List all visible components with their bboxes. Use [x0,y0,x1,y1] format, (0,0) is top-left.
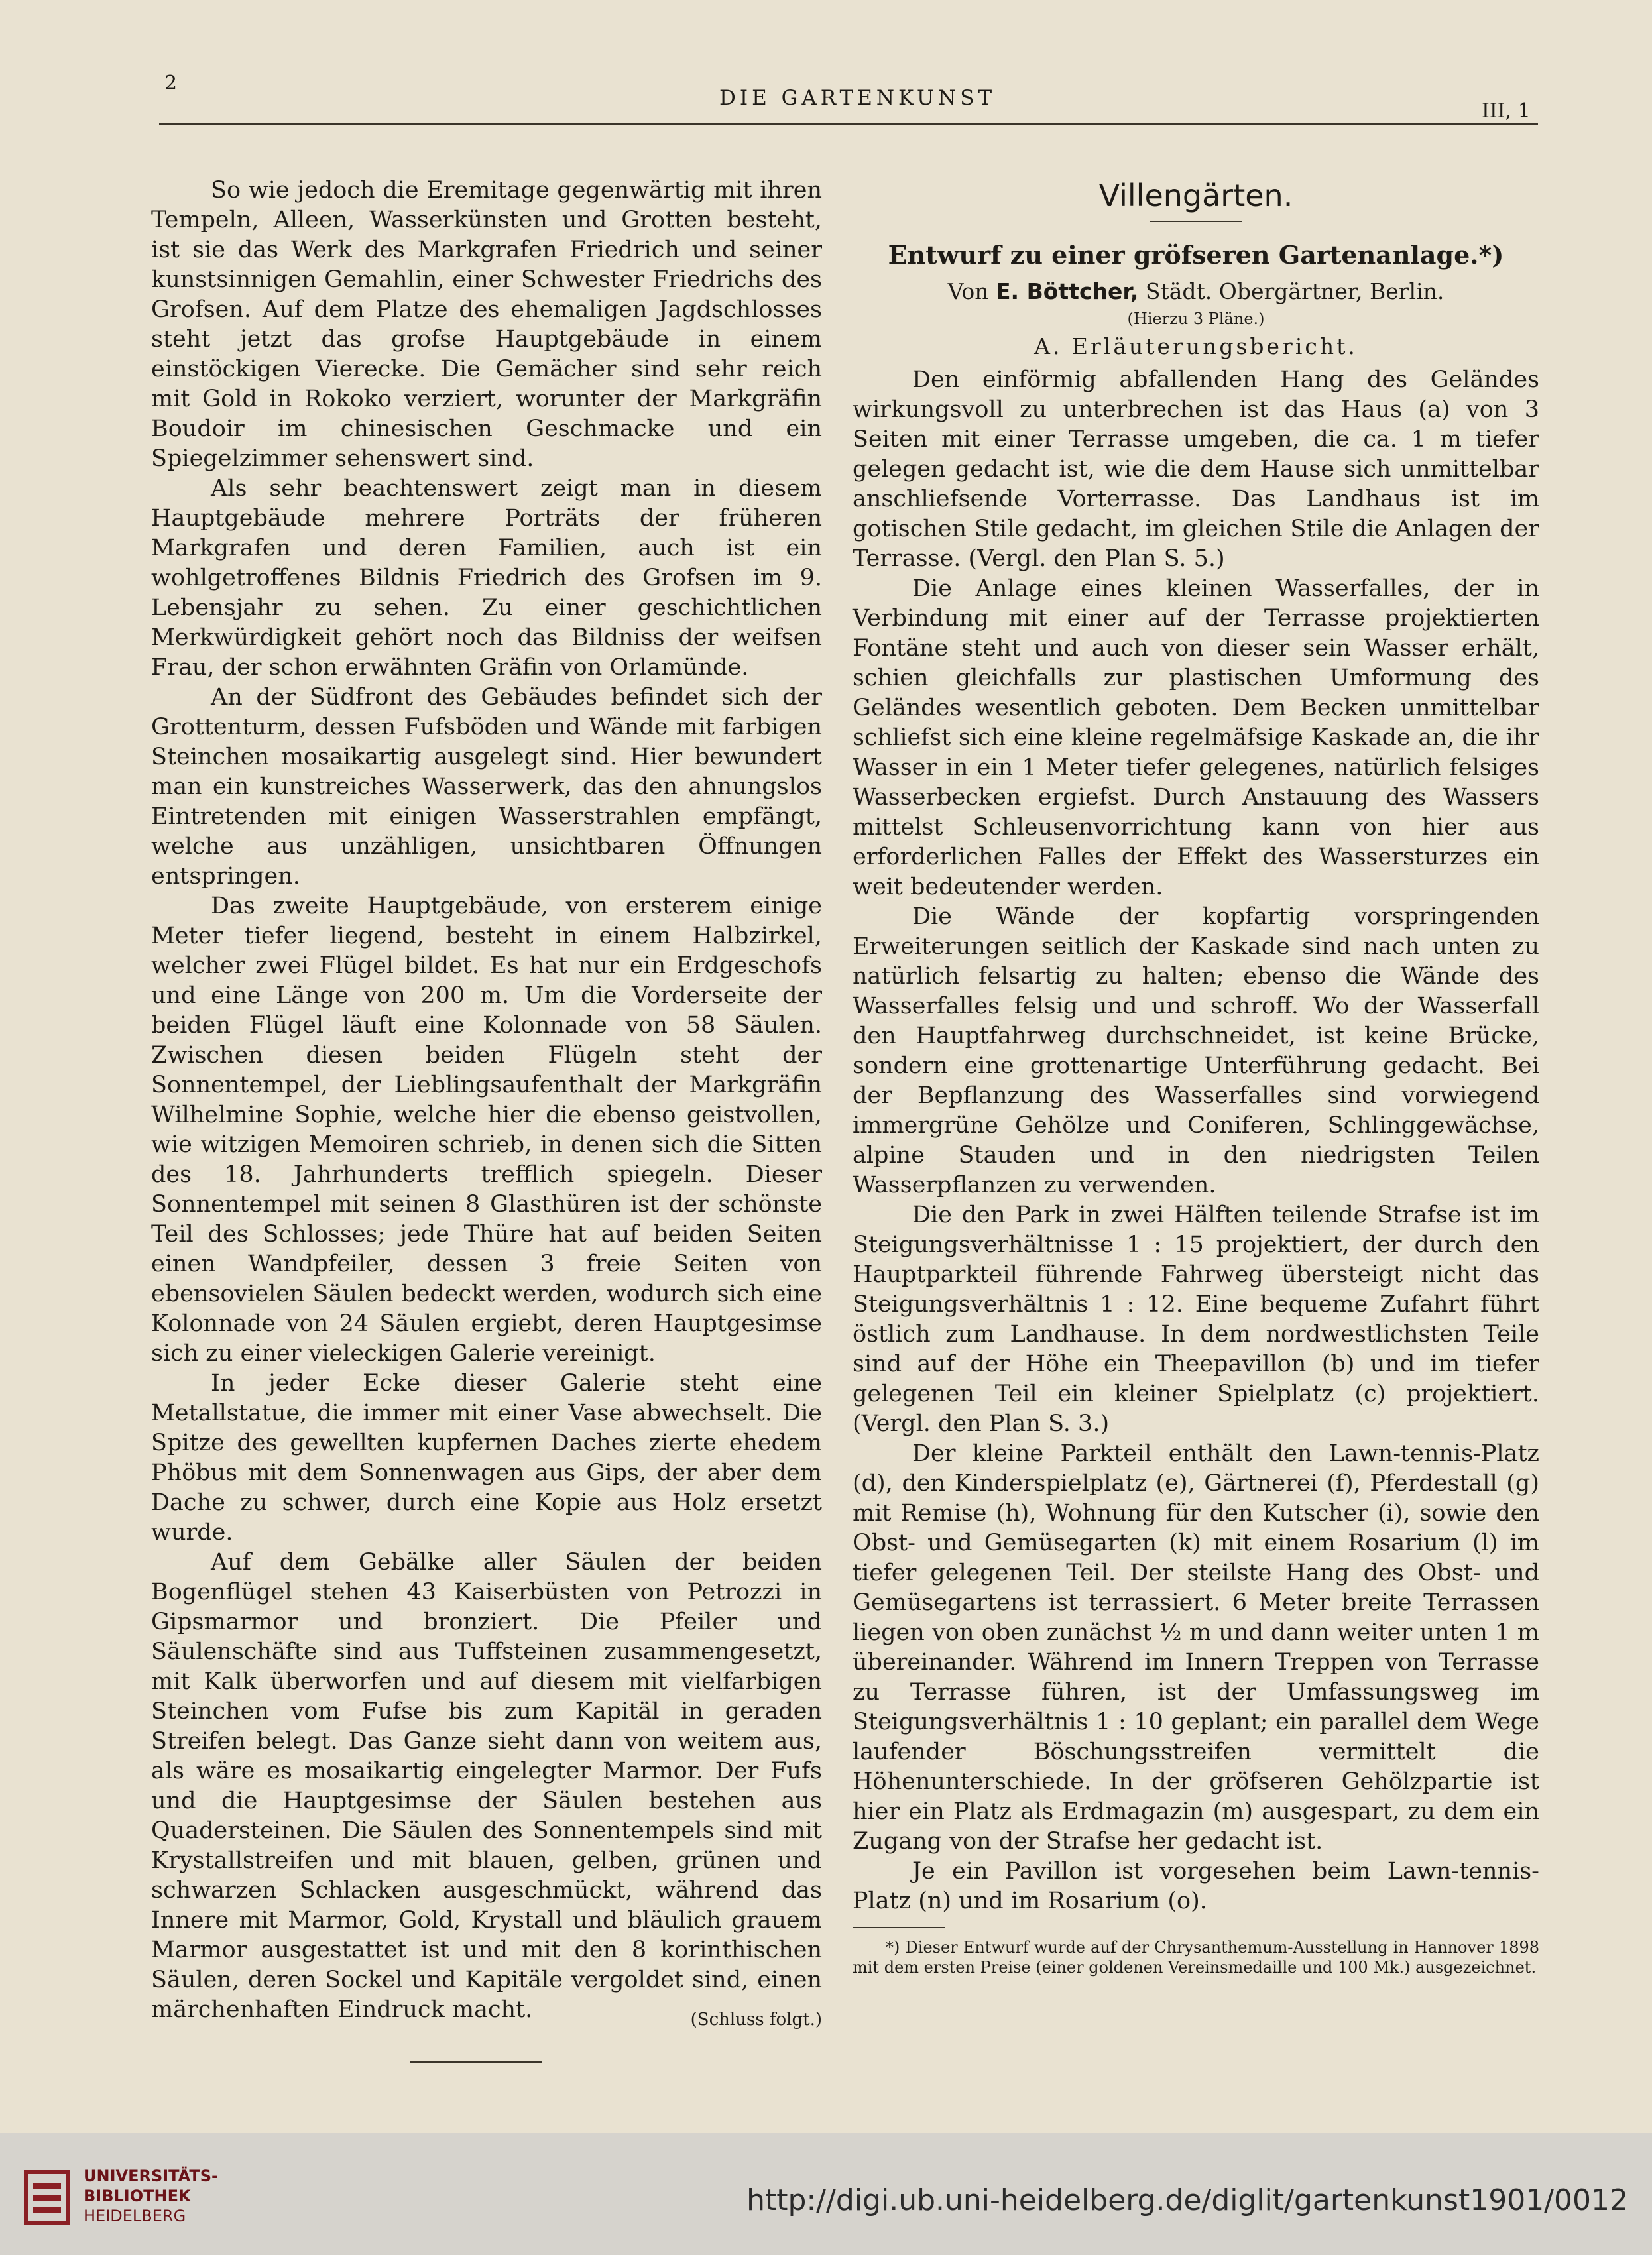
title-rule [1150,221,1242,222]
paragraph: Je ein Pavillon ist vorgesehen beim Lawn-tennis-Platz (n) und im Rosarium (o). [853,1858,1539,1914]
byline-prefix: Von [947,278,989,304]
paragraph: Die Anlage eines kleinen Wasserfalles, der in Verbindung mit einer auf der Terrasse projektierten Fontäne steht und auch von dieser sein Wasser erhält, schien gleichfalls zur plastischen Umformung des Geländes wesentlich geboten. Dem Becken unmittelbar schliefst sich eine kleine regelmäfsige Kaskade an, die ihr Wasser in ein 1 Meter tiefer gelegenes, natürlich felsiges Wasserbecken ergiefst. Durch Anstauung des Wassers mittelst Schleusenvorrichtung kann von hier aus erforderlichen Falles der Effekt des Wassersturzes ein weit bedeutender werden. [853,575,1539,900]
digitization-footer [0,2133,1652,2255]
right-column [853,176,1539,1977]
footnote: *) Dieser Entwurf wurde auf der Chrysanthemum-Ausstellung in Hannover 1898 mit dem ersten Preise (einer goldenen Vereinsmedaille und 100 Mk.) ausgezeichnet. [853,1938,1539,1977]
header-rule [159,123,1538,125]
paragraph: Auf dem Gebälke aller Säulen der beiden Bogenflügel stehen 43 Kaiserbüsten von Petrozzi in Gipsmarmor und bronziert. Die Pfeiler und Säulenschäfte sind aus Tuffsteinen zusammengesetzt, mit Kalk überworfen und auf diesem mit vielfarbigen Steinchen vom Fufse bis zum Kapitäl in geraden Streifen belegt. Das Ganze sieht dann von weitem aus, als wäre es mosaikartig eingelegter Marmor. Der Fufs und die Hauptgesimse der Säulen bestehen aus Quadersteinen. Die Säulen des Sonnentempels sind mit Krystallstreifen und mit blauen, gelben, grünen und schwarzen Schlacken ausgeschmückt, während das Innere mit Marmor, Gold, Krystall und bläulich grauem Marmor ausgestattet ist und mit den 8 korinthischen Säulen, deren Sockel und Kapitäle vergoldet sind, einen märchenhaften Eindruck macht. [151,1549,822,2023]
paragraph: Das zweite Hauptgebäude, von ersterem einige Meter tiefer liegend, besteht in einem Halbzirkel, welcher zwei Flügel bildet. Es hat nur ein Erdgeschofs und eine Länge von 200 m. Um die Vorderseite der beiden Flügel läuft eine Kolonnade von 58 Säulen. Zwischen diesen beiden Flügeln steht der Sonnentempel, der Lieblingsaufenthalt der Markgräfin Wilhelmine Sophie, welche hier die ebenso geistvollen, wie witzigen Memoiren schrieb, in denen sich die Sitten des 18. Jahrhunderts trefflich spiegeln. Dieser Sonnentempel mit seinen 8 Glasthüren ist der schönste Teil des Schlosses; jede Thüre hat auf beiden Seiten einen Wandpfeiler, dessen 3 freie Seiten von ebensovielen Säulen bedeckt werden, wodurch sich eine Kolonnade von 24 Säulen ergiebt, deren Hauptgesimse sich zu einer vieleckigen Galerie vereinigt. [151,893,822,1367]
paragraph: Den einförmig abfallenden Hang des Geländes wirkungsvoll zu unterbrechen ist das Haus (a) von 3 Seiten mit einer Terrasse umgeben, die ca. 1 m tiefer gelegen gedacht ist, wie die dem Hause sich unmittelbar anschliefsende Vorterrasse. Das Landhaus ist im gotischen Stile gedacht, im gleichen Stile die Anlagen der Terrasse. (Vergl. den Plan S. 5.) [853,367,1539,572]
library-logo-icon [24,2170,70,2225]
library-name [84,2166,218,2226]
byline [853,276,1539,307]
paragraph: In jeder Ecke dieser Galerie steht eine Metallstatue, die immer mit einer Vase abwechselt. Die Spitze des gewellten kupfernen Daches zierte ehedem Phöbus mit dem Sonnenwagen aus Gips, der aber dem Dache zu schwer, durch eine Kopie aus Holz ersetzt wurde. [151,1370,822,1546]
paragraph: An der Südfront des Gebäudes befindet sich der Grottenturm, dessen Fufsböden und Wände mit farbigen Steinchen mosaikartig ausgelegt sind. Hier bewundert man ein kunstreiches Wasserwerk, das den ahnungslos Eintretenden mit einigen Wasserstrahlen empfängt, welche aus unzähligen, unsichtbaren Öffnungen entspringen. [151,684,822,890]
paragraph: So wie jedoch die Eremitage gegenwärtig mit ihren Tempeln, Alleen, Wasserkünsten und Grotten besteht, ist sie das Werk des Markgrafen Friedrich und seiner kunstsinnigen Gemahlin, einer Schwester Friedrichs des Grofsen. Auf dem Platze des ehemaligen Jagdschlosses steht jetzt das grofse Hauptgebäude in einem einstöckigen Vierecke. Die Gemächer sind sehr reich mit Gold in Rokoko verziert, worunter der Markgräfin Boudoir im chinesischen Geschmacke und ein Spiegelzimmer sehenswert sind. [151,177,822,472]
plates-note: (Hierzu 3 Pläne.) [1127,310,1265,328]
article-title: Entwurf zu einer gröfseren Gartenanlage.*) [888,240,1504,270]
library-name-line: UNIVERSITÄTS- [84,2167,219,2185]
subheading: A. Erläuterungsbericht. [1034,333,1358,359]
end-rule [410,2061,542,2063]
running-head-journal: DIE GARTENKUNST [719,86,996,110]
library-name-line: BIBLIOTHEK [84,2187,191,2205]
library-name-line: HEIDELBERG [84,2207,186,2225]
permalink-url[interactable]: http://digi.ub.uni-heidelberg.de/diglit/gartenkunst1901/0012 [746,2183,1628,2217]
page-number: 2 [164,72,178,95]
paragraph: Als sehr beachtenswert zeigt man in diesem Hauptgebäude mehrere Porträts der früheren Markgrafen und deren Familien, auch ist ein wohlgetroffenes Bildnis Friedrich des Grofsen im 9. Lebensjahr zu sehen. Zu einer geschichtlichen Merkwürdigkeit gehört noch das Bildniss der weifsen Frau, der schon erwähnten Gräfin von Orlamünde. [151,475,822,681]
paragraph: Die den Park in zwei Hälften teilende Strafse ist im Steigungsverhältnisse 1 : 15 projektiert, der durch den Hauptparkteil führende Fahrweg übersteigt nicht das Steigungsverhältnis 1 : 12. Eine bequeme Zufahrt führt östlich zum Landhause. In dem nordwestlichsten Teile sind auf der Höhe ein Theepavillon (b) und im tiefer gelegenen Teil ein kleiner Spielplatz (c) projektiert. (Vergl. den Plan S. 3.) [853,1202,1539,1437]
author-name: E. Böttcher, [996,278,1139,304]
paragraph: Die Wände der kopfartig vorspringenden Erweiterungen seitlich der Kaskade sind nach unten zu natürlich felsartig zu halten; ebenso die Wände des Wasserfalles felsig und und schroff. Wo der Wasserfall den Hauptfahrweg durchschneidet, ist keine Brücke, sondern eine grottenartige Unterführung gedacht. Bei der Bepflanzung des Wasserfalles sind vorwiegend immergrüne Gehölze und Coniferen, Schlinggewächse, alpine Stauden und in den niedrigsten Teilen Wasserpflanzen zu verwenden. [853,903,1539,1198]
footnote-rule [853,1927,945,1928]
volume-number: III, 1 [1482,99,1531,123]
left-column [151,176,822,2063]
conclusion-note: (Schluss folgt.) [690,2010,822,2030]
author-role: Städt. Obergärtner, Berlin. [1145,278,1445,304]
section-title: Villengärten. [1098,178,1293,213]
paragraph: Der kleine Parkteil enthält den Lawn-tennis-Platz (d), den Kinderspielplatz (e), Gärtnerei (f), Pferdestall (g) mit Remise (h), Wohnung für den Kutscher (i), sowie den Obst- und Gemüsegarten (k) mit einem Rosarium (l) im tiefer gelegenen Teil. Der steilste Hang des Obst- und Gemüsegartens ist terrassiert. 6 Meter breite Terrassen liegen von oben zunächst ½ m und dann weiter unten 1 m übereinander. Während im Innern Treppen von Terrasse zu Terrasse führen, ist der Umfassungsweg im Steigungsverhältnis 1 : 10 geplant; ein parallel dem Wege laufender Böschungsstreifen vermittelt die Höhenunterschiede. In der gröfseren Gehölzpartie ist hier ein Platz als Erdmagazin (m) ausgespart, zu dem ein Zugang von der Strafse her gedacht ist. [853,1440,1539,1855]
